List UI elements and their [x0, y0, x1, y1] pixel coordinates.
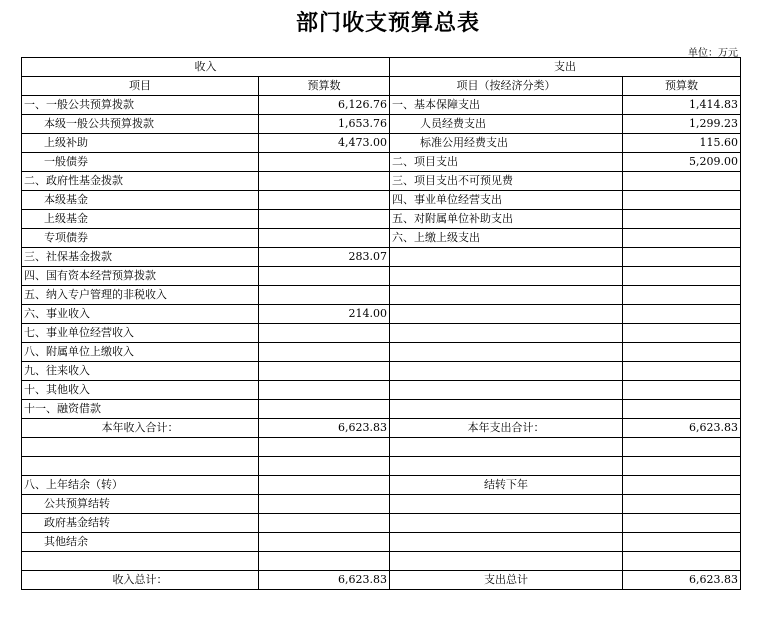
expense-item-value: [623, 172, 741, 191]
expense-item-value: 1,299.23: [623, 115, 741, 134]
expense-item-value: [623, 210, 741, 229]
expense-item-label: [390, 267, 623, 286]
expense-item-label: [390, 324, 623, 343]
grand-total-expense-label: 支出总计: [390, 571, 623, 590]
income-item-value: [259, 286, 390, 305]
income-item-label: 十一、融资借款: [22, 400, 259, 419]
table-row: [22, 115, 741, 134]
income-item-value: [259, 229, 390, 248]
expense-item-label: 五、对附属单位补助支出: [390, 210, 623, 229]
expense-item-label: [390, 286, 623, 305]
income-item-value: 6,126.76: [259, 96, 390, 115]
table-row: [22, 96, 741, 115]
table-row: [22, 134, 741, 153]
expense-item-label: 二、项目支出: [390, 153, 623, 172]
total-year-expense-value: 6,623.83: [623, 419, 741, 438]
carry-income-label: 八、上年结余（转）: [22, 476, 259, 495]
table-body: [22, 96, 741, 419]
expense-item-value: [623, 191, 741, 210]
blank-row: [22, 552, 741, 571]
income-item-label: 六、事业收入: [22, 305, 259, 324]
expense-item-label: 四、事业单位经营支出: [390, 191, 623, 210]
expense-item-value: [623, 343, 741, 362]
income-item-value: [259, 191, 390, 210]
expense-item-label: 人员经费支出: [390, 115, 623, 134]
expense-item-label: [390, 248, 623, 267]
expense-item-label: 一、基本保障支出: [390, 96, 623, 115]
expense-item-label: [390, 362, 623, 381]
carry-item-label: 政府基金结转: [22, 514, 259, 533]
unit-label: 单位：万元: [688, 48, 738, 59]
table-row: [22, 153, 741, 172]
income-item-value: 4,473.00: [259, 134, 390, 153]
table-row: [22, 381, 741, 400]
expense-item-value: [623, 286, 741, 305]
expense-header: 支出: [390, 58, 741, 77]
total-year-income-label: 本年收入合计：: [22, 419, 259, 438]
col-item-econ-header: 项目（按经济分类）: [390, 77, 623, 96]
income-item-value: [259, 210, 390, 229]
table-row: [22, 248, 741, 267]
income-item-label: 十、其他收入: [22, 381, 259, 400]
income-item-value: [259, 400, 390, 419]
table-row: [22, 400, 741, 419]
expense-item-value: [623, 229, 741, 248]
carry-expense-label: 结转下年: [390, 476, 623, 495]
income-header: 收入: [22, 58, 390, 77]
income-item-label: 上级基金: [22, 210, 259, 229]
income-item-label: 四、国有资本经营预算拨款: [22, 267, 259, 286]
expense-item-label: [390, 305, 623, 324]
page-title: 部门收支预算总表: [295, 11, 480, 36]
table-row: [22, 305, 741, 324]
expense-item-label: [390, 400, 623, 419]
expense-item-value: [623, 400, 741, 419]
table-row: [22, 210, 741, 229]
col-budget-header: 预算数: [259, 77, 390, 96]
expense-item-label: [390, 343, 623, 362]
income-item-value: [259, 153, 390, 172]
table-row: [22, 267, 741, 286]
expense-item-value: 115.60: [623, 134, 741, 153]
blank-row: [22, 457, 741, 476]
table-row: [22, 286, 741, 305]
table-row: [22, 324, 741, 343]
income-item-label: 九、往来收入: [22, 362, 259, 381]
expense-item-label: 三、项目支出不可预见费: [390, 172, 623, 191]
expense-item-value: [623, 324, 741, 343]
expense-item-value: 1,414.83: [623, 96, 741, 115]
income-item-label: 本级一般公共预算拨款: [22, 115, 259, 134]
income-item-value: [259, 172, 390, 191]
carry-item-label: 公共预算结转: [22, 495, 259, 514]
income-item-value: [259, 362, 390, 381]
income-item-value: 214.00: [259, 305, 390, 324]
income-item-label: 一、一般公共预算拨款: [22, 96, 259, 115]
expense-item-value: [623, 381, 741, 400]
table-row: [22, 191, 741, 210]
income-item-label: 二、政府性基金拨款: [22, 172, 259, 191]
income-item-label: 五、纳入专户管理的非税收入: [22, 286, 259, 305]
income-item-value: [259, 381, 390, 400]
table-row: [22, 343, 741, 362]
col-item-header: 项目: [22, 77, 259, 96]
total-year-income-value: 6,623.83: [259, 419, 390, 438]
expense-item-label: 标准公用经费支出: [390, 134, 623, 153]
total-year-expense-label: 本年支出合计：: [390, 419, 623, 438]
table-row: [22, 229, 741, 248]
income-item-value: [259, 343, 390, 362]
income-item-value: 1,653.76: [259, 115, 390, 134]
grand-total-income-label: 收入总计：: [22, 571, 259, 590]
income-item-value: [259, 324, 390, 343]
expense-item-value: 5,209.00: [623, 153, 741, 172]
income-item-label: 专项债券: [22, 229, 259, 248]
income-item-label: 八、附属单位上缴收入: [22, 343, 259, 362]
blank-row: [22, 438, 741, 457]
income-item-label: 一般债券: [22, 153, 259, 172]
expense-item-label: 六、上缴上级支出: [390, 229, 623, 248]
income-item-label: 七、事业单位经营收入: [22, 324, 259, 343]
grand-total-expense-value: 6,623.83: [623, 571, 741, 590]
table-row: [22, 362, 741, 381]
budget-table: [21, 57, 741, 590]
expense-item-value: [623, 248, 741, 267]
col-budget2-header: 预算数: [623, 77, 741, 96]
income-item-label: 本级基金: [22, 191, 259, 210]
income-item-label: 上级补助: [22, 134, 259, 153]
table-row: [22, 172, 741, 191]
expense-item-value: [623, 305, 741, 324]
income-item-label: 三、社保基金拨款: [22, 248, 259, 267]
income-item-value: [259, 267, 390, 286]
expense-item-value: [623, 362, 741, 381]
carry-item-label: 其他结余: [22, 533, 259, 552]
income-item-value: 283.07: [259, 248, 390, 267]
grand-total-income-value: 6,623.83: [259, 571, 390, 590]
expense-item-label: [390, 381, 623, 400]
expense-item-value: [623, 267, 741, 286]
